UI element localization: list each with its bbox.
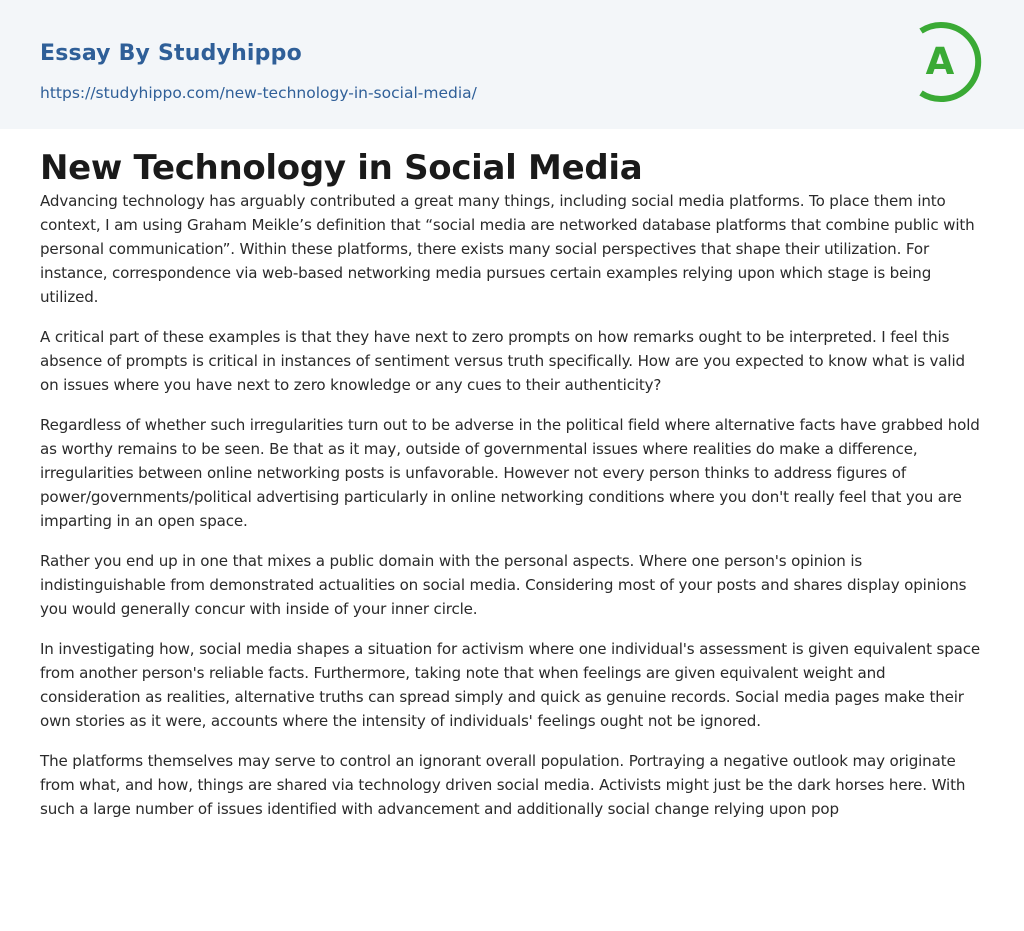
article-paragraph: A critical part of these examples is that they have next to zero prompts on how remarks ought to be interpreted. I feel this absence of prompts is critical in instances of sentiment versus truth specifically. How are you expected to know what is valid on issues where you have next to zero knowledge or any cues to their authenticity? (40, 328, 965, 394)
page-title: New Technology in Social Media (40, 148, 643, 188)
article-paragraph: Rather you end up in one that mixes a public domain with the personal aspects. Where one person's opinion is indistinguishable from demonstrated actualities on social media. Considering most of your posts and shares display opinions you would generally concur with inside of your inner circle. (40, 552, 967, 618)
source-url-link[interactable]: https://studyhippo.com/new-technology-in-social-media/ (40, 84, 477, 102)
article (0, 129, 1024, 821)
article-paragraph: Advancing technology has arguably contributed a great many things, including social media platforms. To place them into context, I am using Graham Meikle’s definition that “social media are networked database platforms that combine public with personal communication”. Within these platforms, there exists many social perspectives that shape their utilization. For instance, correspondence via web-based networking media pursues certain examples relying upon which stage is being utilized. (40, 192, 975, 306)
article-paragraph: Regardless of whether such irregularities turn out to be adverse in the political field where alternative facts have grabbed hold as worthy remains to be seen. Be that as it may, outside of governmental issues where realities do make a difference, irregularities between online networking posts is unfavorable. However not every person thinks to address figures of power/governments/political advertising particularly in online networking conditions where you don't really feel that you are imparting in an open space. (40, 416, 980, 530)
article-paragraph: The platforms themselves may serve to control an ignorant overall population. Portraying a negative outlook may originate from what, and how, things are shared via technology driven social media. Activists might just be the dark horses here. With such a large number of issues identified with advancement and additionally social change relying upon pop (40, 752, 966, 818)
article-paragraph: In investigating how, social media shapes a situation for activism where one individual's assessment is given equivalent space from another person's reliable facts. Furthermore, taking note that when feelings are given equivalent weight and consideration as realities, alternative truths can spread simply and quick as genuine records. Social media pages make their own stories as it were, accounts where the intensity of individuals' feelings ought not be ignored. (40, 640, 981, 730)
brand-name: Essay By Studyhippo (40, 41, 302, 66)
studyhippo-logo-icon (908, 18, 988, 106)
site-header (0, 0, 1024, 129)
logo-letter: A (925, 40, 955, 83)
